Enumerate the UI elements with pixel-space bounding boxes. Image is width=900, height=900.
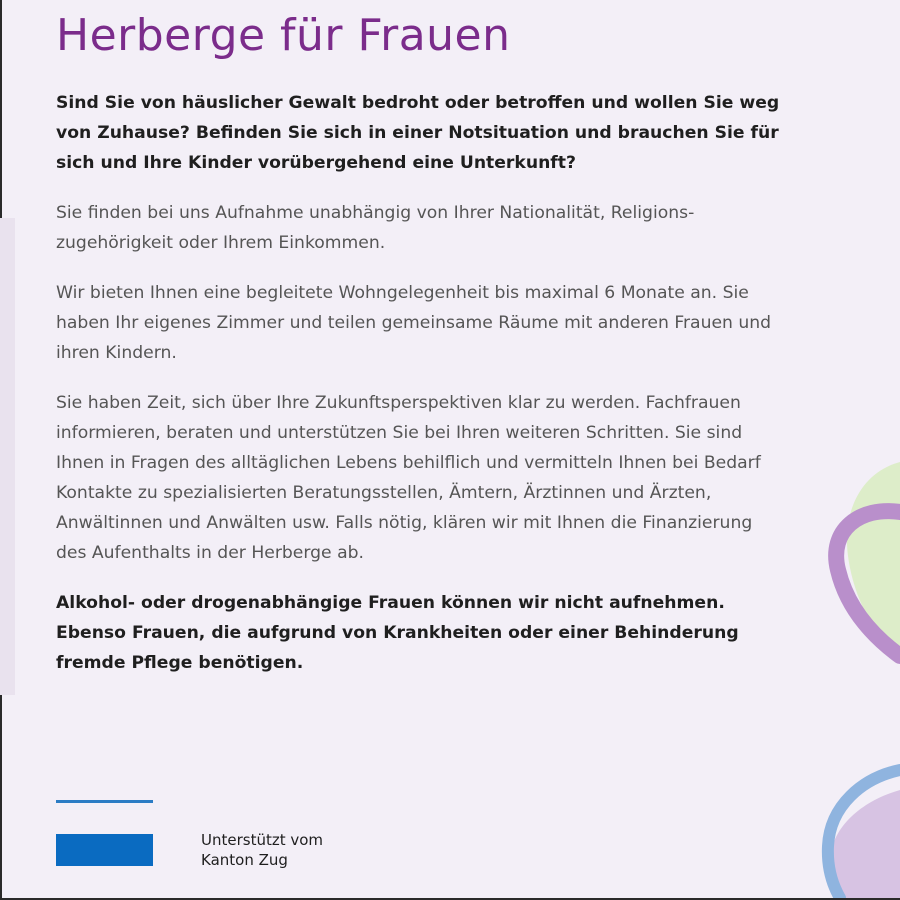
page-title: Herberge für Frauen [56,10,511,61]
canton-zug-logo [56,834,153,866]
footer-divider [56,800,153,803]
offer-paragraph: Wir bieten Ihnen eine begleitete Wohngelegenheit bis maximal 6 Monate an. Sie haben Ihr eigenes Zimmer und teilen gemeinsame Räume mit anderen Frauen und ihren Kindern. [56,283,772,363]
support-notice [201,830,323,870]
support-line-1: Unterstützt vom [201,831,324,849]
support-paragraph: Sie haben Zeit, sich über Ihre Zukunftsperspektiven klar zu werden. Fachfrauen informieren, beraten und unterstützen Sie bei Ihren weiteren Schritten. Sie sind Ihnen in Fragen des alltäglichen Lebens behilflich und vermitteln Ihnen bei Bedarf Kontakte zu spezialisierten Beratungsstellen, Ämtern, Ärztinnen und Ärzten, Anwältinnen und Anwälten usw. Falls nötig, klären wir mit Ihnen die Finanzierung des Aufenthalts in der Herberge ab. [56,393,761,563]
support-line-2: Kanton Zug [201,851,288,869]
admission-paragraph: Sie finden bei uns Aufnahme unabhängig von Ihrer Nationalität, Religions-zugehörigkeit oder Ihrem Einkommen. [56,203,695,253]
main-content [56,88,781,698]
intro-paragraph: Sind Sie von häuslicher Gewalt bedroht oder betroffen und wollen Sie weg von Zuhause? Befinden Sie sich in einer Notsituation und brauchen Sie für sich und Ihre Kinder vorübergehend eine Unterkunft? [56,93,780,173]
restriction-paragraph: Alkohol- oder drogenabhängige Frauen können wir nicht aufnehmen. Ebenso Frauen, die aufgrund von Krankheiten oder einer Behinderung fremde Pflege benötigen. [56,593,739,673]
